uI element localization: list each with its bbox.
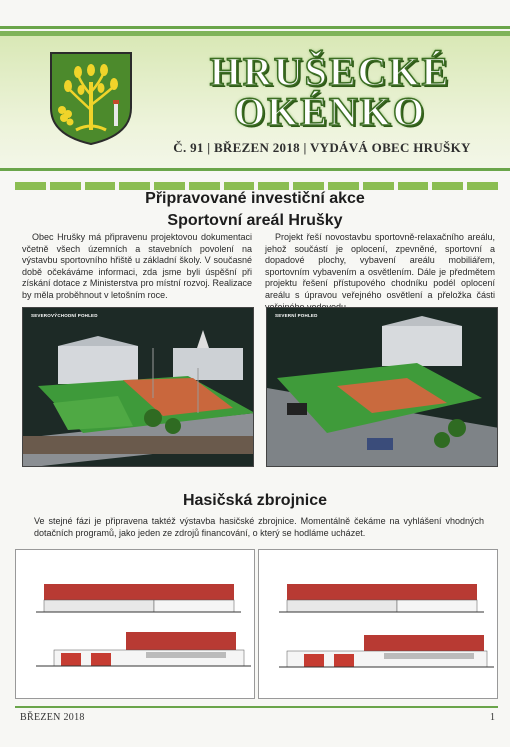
masthead-bottom-line (0, 168, 510, 171)
fire-station-plan-left (15, 549, 255, 699)
elevation-drawing-icon (259, 550, 499, 700)
article2-heading: Hasičská zbrojnice (182, 492, 328, 509)
pear-tree-crest-icon (48, 50, 134, 146)
newsletter-title-line1: HRUŠECKÉ (209, 49, 451, 94)
photo-right-label: SEVERNÍ POHLED (275, 313, 318, 318)
elevation-drawing-icon (16, 550, 256, 700)
footer-date: BŘEZEN 2018 (20, 712, 85, 723)
sports-area-render-icon (267, 308, 498, 467)
photo-left-label: SEVEROVÝCHODNÍ POHLED (31, 313, 98, 318)
newsletter-title-line2: OKÉNKO (233, 89, 427, 134)
fire-station-plan-right (258, 549, 498, 699)
photo-northeast-view (22, 307, 254, 467)
article1-heading1: Připravované investiční akce (145, 190, 365, 207)
photo-north-view (266, 307, 498, 467)
sports-area-render-icon (23, 308, 254, 467)
masthead-top-line (0, 26, 510, 29)
footer-line (15, 706, 498, 708)
article1-heading2: Sportovní areál Hrušky (167, 212, 343, 229)
article1-col-right: Projekt řeší novostavbu sportovně-relaxačního areálu, jehož součástí je oplocení, zpevněné, sportovní a dopadové plochy, vybavení areálu mobiliářem, sportovním vybavením a osvětlením. Dále je předmětem projektu řešení přístupového chodníku podél oplocení areálu s úpravou veřejného osvětlení a přeložka části (265, 232, 495, 300)
page-number: 1 (490, 712, 495, 723)
article1-col-left: Obec Hrušky má připravenu projektovou dokumentaci včetně všech územních a stavebních povolení na výstavbu sportovního hřiště u základní školy. V současné době očekáváme informaci, zda jsme byli úspěšní při získání dotace z Ministerstva pro místní rozvoj. Realizace by měla proběhnout v letošním roce. (22, 232, 252, 300)
decorative-stripes (15, 182, 498, 190)
article2-text: Ve stejné fázi je připravena taktéž výstavba hasičské zbrojnice. Momentálně čekáme na vyhlášení vhodných dotačních programů, jako jeden ze zdrojů financování, o který se hodláme ucházet. (34, 516, 484, 538)
issue-line: Č. 91 | BŘEZEN 2018 | VYDÁVÁ OBEC HRUŠKY (173, 140, 471, 155)
